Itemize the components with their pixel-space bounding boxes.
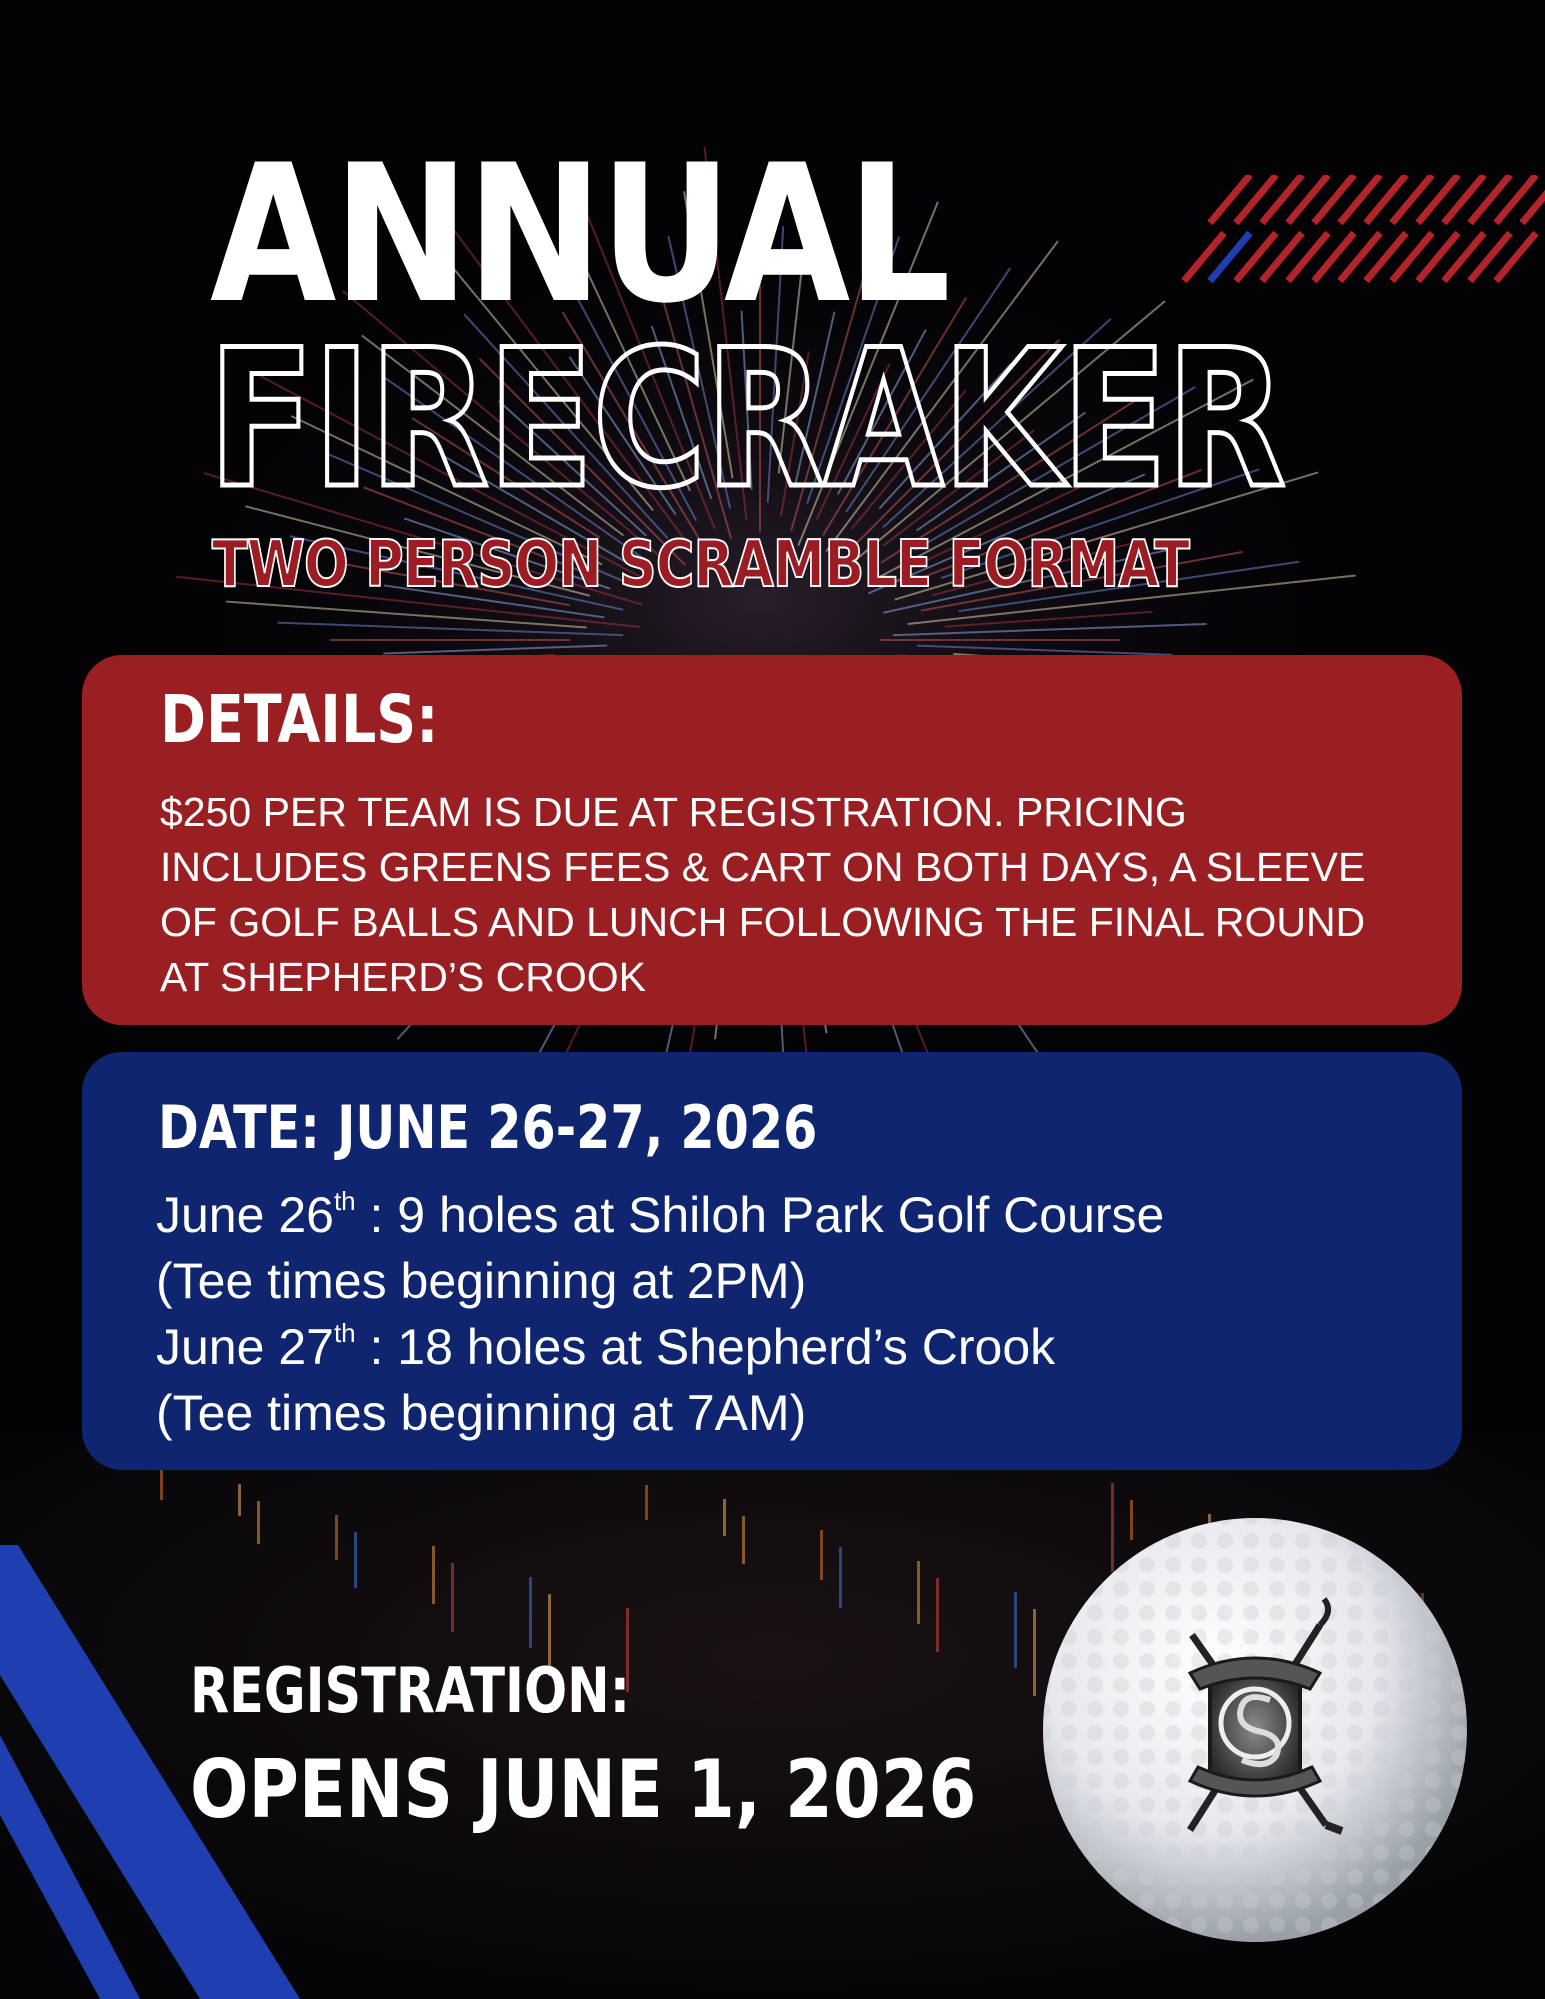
schedule-day1-note: (Tee times beginning at 2PM) bbox=[156, 1253, 807, 1309]
water-light bbox=[1014, 1592, 1017, 1668]
registration-label: REGISTRATION: bbox=[190, 1654, 631, 1727]
water-light bbox=[238, 1484, 241, 1516]
water-light bbox=[335, 1515, 338, 1560]
water-light bbox=[936, 1578, 939, 1652]
details-heading: DETAILS: bbox=[160, 681, 439, 758]
golf-ball-icon bbox=[1030, 1505, 1480, 1955]
water-light bbox=[160, 1470, 163, 1500]
water-light bbox=[529, 1577, 532, 1648]
water-light bbox=[723, 1499, 726, 1536]
water-light bbox=[432, 1546, 435, 1604]
details-body: $250 PER TEAM IS DUE AT REGISTRATION. PRICING INCLUDES GREENS FEES & CART ON BOTH DAYS, A SLEEVE OF GOLF BALLS AND LUNCH FOLLOWING THE FINAL ROUND AT SHEPHERD’S CROOK bbox=[160, 789, 1366, 1000]
water-light bbox=[354, 1532, 357, 1588]
title-annual: ANNUAL bbox=[210, 124, 948, 345]
water-light bbox=[839, 1547, 842, 1608]
schedule-day1: June 26th : 9 holes at Shiloh Park Golf Course bbox=[156, 1186, 1165, 1243]
details-panel bbox=[82, 655, 1462, 1025]
water-light bbox=[257, 1501, 260, 1544]
title-firecraker: FIRECRAKER bbox=[208, 309, 1285, 530]
schedule-day2: June 27th : 18 holes at Shepherd’s Crook bbox=[156, 1318, 1056, 1375]
decorative-stripes-top bbox=[1180, 175, 1545, 285]
registration-date: OPENS JUNE 1, 2026 bbox=[190, 1743, 977, 1836]
water-light bbox=[820, 1530, 823, 1580]
water-light bbox=[451, 1563, 454, 1632]
water-light bbox=[917, 1561, 920, 1624]
water-light bbox=[645, 1485, 648, 1520]
water-light bbox=[742, 1516, 745, 1564]
schedule-day2-note: (Tee times beginning at 7AM) bbox=[156, 1385, 807, 1441]
date-heading: DATE: JUNE 26-27, 2026 bbox=[158, 1093, 818, 1163]
title-subtitle: TWO PERSON SCRAMBLE FORMAT bbox=[212, 528, 1190, 602]
date-schedule bbox=[156, 1182, 1416, 1446]
date-panel bbox=[82, 1052, 1462, 1470]
